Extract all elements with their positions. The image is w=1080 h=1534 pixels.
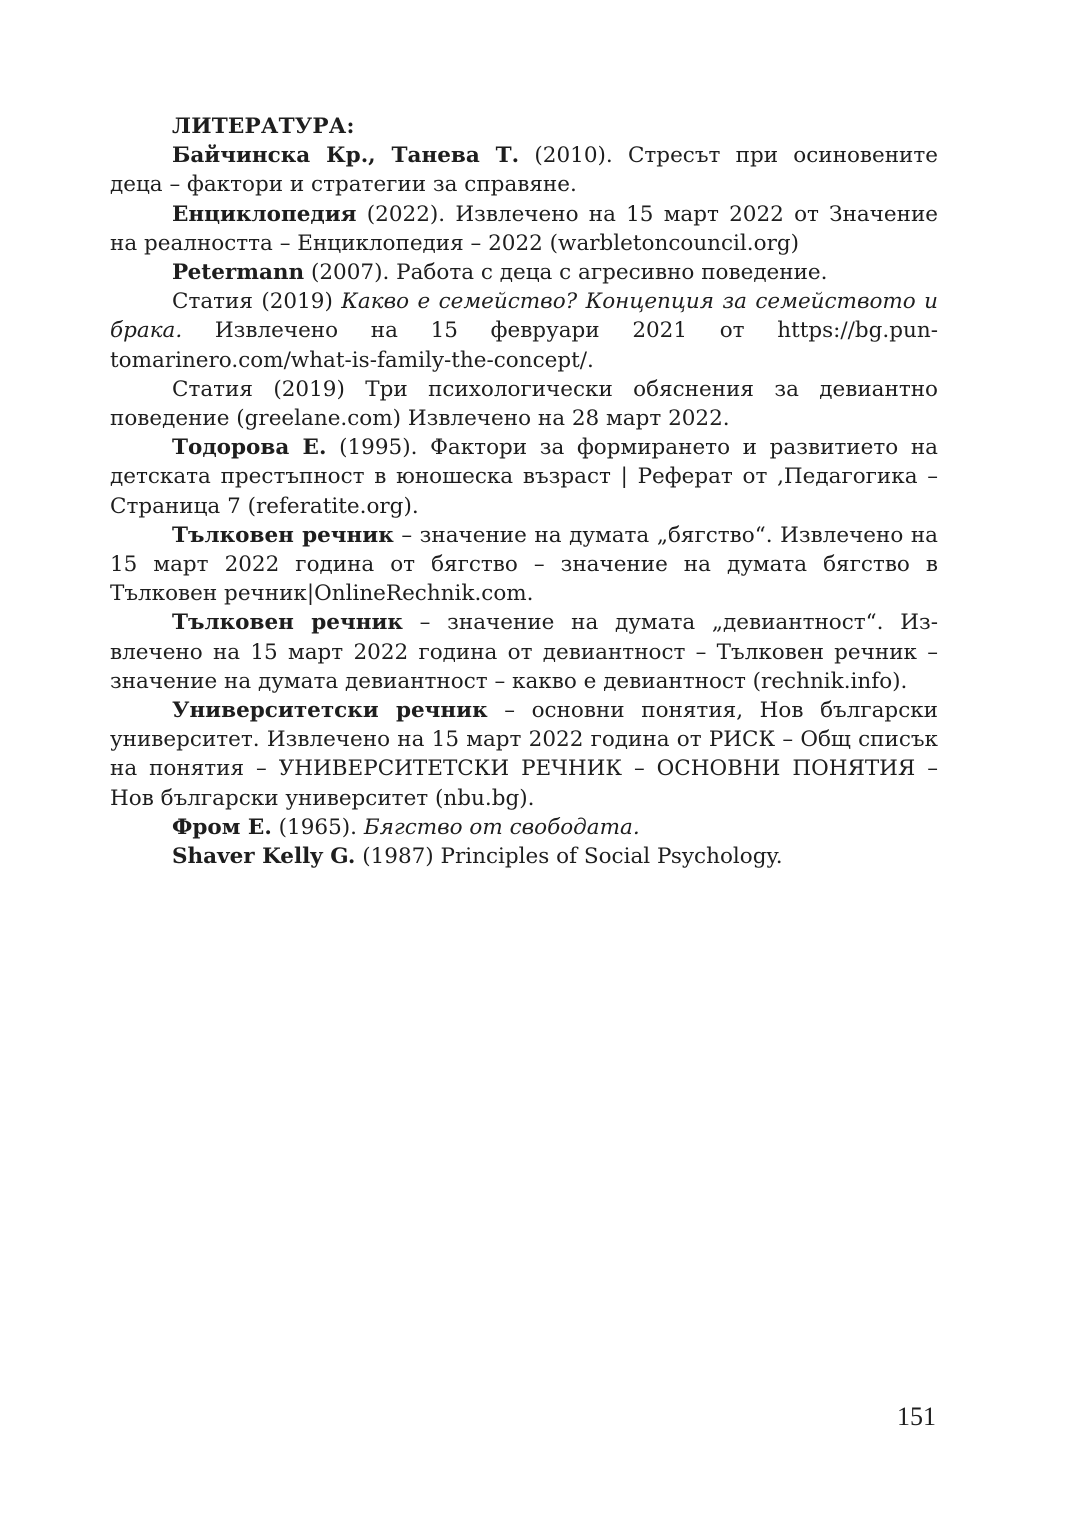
- reference-text: (1987) Principles of Social Psychology.: [355, 844, 783, 870]
- reference-text: – значение на думата „бягство“. Извлечено на 15 март 2022 година от бягство – значение на думата бягство в Тълковен речник|OnlineRechnik.com.: [110, 522, 938, 607]
- reference-entry: [110, 521, 938, 609]
- reference-text: – значение на думата „девиантност“. Извлечено на 15 март 2022 година от девиантност – Тълковен речник – значение на думата девиантност – какво е девиантност (rechnik.info).: [110, 610, 938, 694]
- reference-text: (2010). Стресът при осиновените деца – фактори и стратегии за справяне.: [110, 143, 938, 198]
- reference-entry: [110, 375, 938, 433]
- reference-entry: [110, 608, 938, 696]
- references-section: [110, 112, 938, 871]
- reference-lead: Статия (2019) Три психологически обяснения за девиантно поведение (greelane.com) Извлечено на 28 март 2022.: [110, 376, 938, 432]
- reference-lead: Статия (2019): [172, 289, 342, 315]
- reference-text: – основни понятия, Нов български университет. Извлечено на 15 март 2022 година от РИСК – Общ списък на понятия – УНИВЕРСИТЕТСКИ РЕЧНИК – ОСНОВНИ ПОНЯТИЯ – Нов български университет (nbu.bg).: [110, 698, 939, 811]
- reference-text: (2007). Работа с деца с агресивно поведение.: [304, 260, 828, 286]
- reference-entry: [110, 287, 938, 375]
- reference-text: (2022). Извлечено на 15 март 2022 от Значение на реалността – Енциклопедия – 2022 (warbletoncouncil.org): [110, 201, 938, 256]
- reference-author: Енциклопедия: [172, 201, 357, 227]
- reference-title: Какво е семейство? Концепция за семейството и брака.: [110, 289, 938, 344]
- reference-title: Бягство от свободата.: [363, 814, 640, 840]
- section-heading: ЛИТЕРАТУРА:: [172, 114, 355, 139]
- reference-entry: [110, 696, 938, 813]
- reference-author: Тълковен речник: [172, 522, 394, 548]
- reference-entry: [110, 842, 938, 871]
- reference-text: (1965).: [271, 814, 364, 840]
- reference-entry: [110, 433, 938, 521]
- reference-text: (1995). Фактори за формирането и развитието на детската престъпност в юношеска възраст | Реферат от ,Педагогика – Страница 7 (referatite.org).: [110, 435, 938, 519]
- reference-author: Shaver Kelly G.: [172, 844, 356, 870]
- reference-author: Petermann: [172, 260, 305, 286]
- reference-entry: [110, 258, 938, 287]
- reference-author: Фром Е.: [172, 814, 272, 840]
- reference-author: Байчинска Кр., Танева Т.: [172, 143, 520, 169]
- reference-entry: [110, 200, 938, 258]
- page-number: 151: [897, 1402, 936, 1431]
- reference-entry: [110, 141, 938, 199]
- reference-author: Университетски речник: [172, 698, 488, 724]
- reference-author: Тодорова Е.: [172, 435, 327, 461]
- reference-entry: [110, 813, 938, 842]
- reference-author: Тълковен речник: [172, 610, 403, 636]
- reference-text: Извлечено на 15 февруари 2021 от https://bg.puntomarinero.com/what-is-family-the-concept/.: [110, 318, 938, 373]
